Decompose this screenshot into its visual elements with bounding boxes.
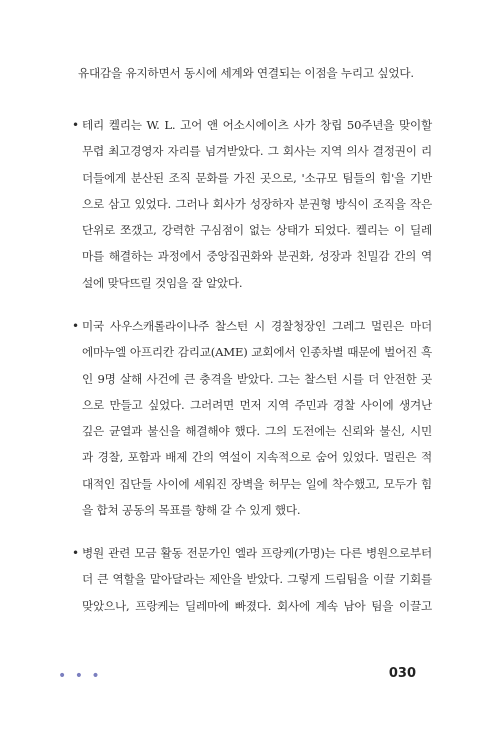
bullet-paragraph — [72, 112, 432, 296]
paragraph-line: 마를 해결하는 과정에서 중앙집권화와 분권화, 성장과 친밀감 간의 역 — [82, 249, 432, 264]
paragraph-line: 더 큰 역할을 맡아달라는 제안을 받았다. 그렇게 드림팀을 이끌 기회를 — [82, 572, 432, 587]
paragraph-line: 단위로 쪼갰고, 강력한 구심점이 없는 상태가 되었다. 켈리는 이 딜레 — [82, 223, 432, 238]
paragraph-line: 설에 맞닥뜨릴 것임을 잘 알았다. — [82, 275, 243, 290]
paragraph-line: 병원 관련 모금 활동 전문가인 엘라 프랑케(가명)는 다른 병원으로부터 — [82, 546, 432, 560]
paragraph-line: 더들에게 분산된 조직 문화를 가진 곳으로, '소규모 팀들의 힘'을 기반 — [82, 170, 432, 185]
bullet-item-franke — [72, 540, 432, 619]
page-number: 030 — [388, 666, 416, 681]
paragraph-line: 깊은 균열과 불신을 해결해야 했다. 그의 도전에는 신뢰와 불신, 시민 — [82, 424, 432, 439]
paragraph-line: 무렵 최고경영자 자리를 넘겨받았다. 그 회사는 지역 의사 결정권이 리 — [82, 144, 432, 159]
lead-paragraph-line: 유대감을 유지하면서 동시에 세계와 연결되는 이점을 누리고 싶었다. — [78, 66, 414, 80]
bullet-marker: • — [72, 118, 80, 132]
bullet-marker: • — [72, 319, 80, 333]
paragraph-line: 인 9명 살해 사건에 큰 충격을 받았다. 그는 찰스턴 시를 더 안전한 곳 — [82, 371, 432, 386]
bullet-item-mullen — [72, 313, 432, 523]
paragraph-line: 맞았으나, 프랑케는 딜레마에 빠졌다. 회사에 계속 남아 팀을 이끌고 — [82, 598, 432, 613]
bullet-paragraph — [72, 313, 432, 523]
paragraph-line: 대적인 집단들 사이에 세워진 장벽을 허무는 일에 착수했고, 모두가 힘 — [82, 476, 432, 491]
paragraph-line: 으로 삼고 있었다. 그러나 회사가 성장하자 분권형 방식이 조직을 작은 — [82, 196, 432, 211]
paragraph-line: 을 합쳐 공동의 목표를 향해 갈 수 있게 했다. — [82, 503, 301, 518]
paragraph-line: 에마누엘 아프리칸 감리교(AME) 교회에서 인종차별 때문에 벌어진 흑 — [82, 345, 432, 360]
paragraph-line: 테리 켈리는 W. L. 고어 앤 어소시에이츠 사가 창립 50주년을 맞이할 — [82, 118, 432, 132]
paragraph-line: 과 경찰, 포함과 배제 간의 역설이 지속적으로 숨어 있었다. 멀린은 적 — [82, 450, 432, 465]
bullet-marker: • — [72, 546, 80, 560]
bullet-item-kelly — [72, 112, 432, 296]
paragraph-line: 으로 만들고 싶었다. 그러려면 먼저 지역 주민과 경찰 사이에 생겨난 — [82, 397, 432, 412]
paragraph-line: 미국 사우스캐롤라이나주 찰스턴 시 경찰청장인 그레그 멀린은 마더 — [82, 319, 432, 333]
bullet-paragraph — [72, 540, 432, 619]
footer-dots: • • • — [58, 668, 102, 684]
